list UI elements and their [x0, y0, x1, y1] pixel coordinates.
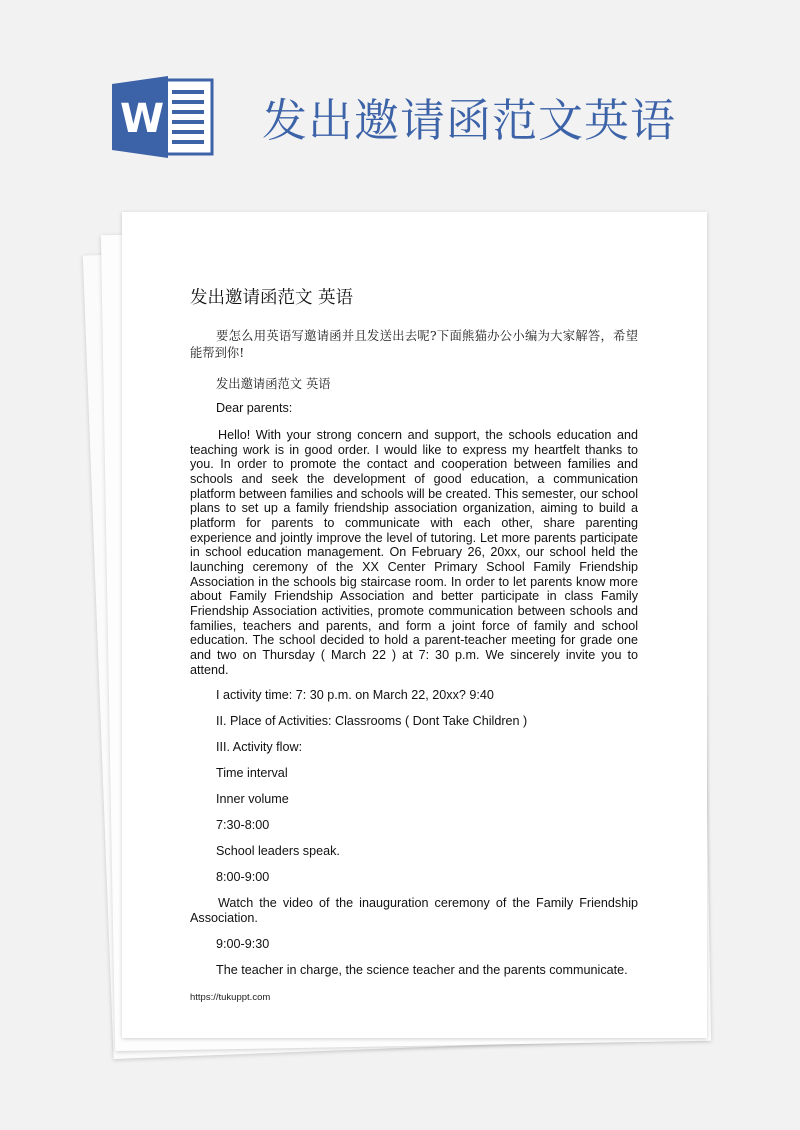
document-subtitle: 发出邀请函范文 英语 — [216, 377, 331, 391]
schedule-item: Watch the video of the inauguration ceremony of the Family Friendship Association. — [190, 896, 638, 925]
activity-time-line: I activity time: 7: 30 p.m. on March 22, 20xx? 9:40 — [216, 688, 494, 702]
svg-text:W: W — [120, 96, 165, 142]
word-document-icon — [112, 76, 214, 158]
greeting: Dear parents: — [216, 401, 293, 415]
body-paragraph: Hello! With your strong concern and support, the schools education and teaching work is in good order. I would like to express my heartfelt thanks to you. In order to promote the contact and cooperation between families and schools and seek the development of good education, a communication platform between families and schools will be created. This semester, our school plans to set up a family friendship association organization, aiming to build a platform for parents to communicate with each other, share parenting experience and jointly improve the level of tutoring. Let more parents participate in school education management. On February 26, 20xx, our school held the launching ceremony of the XX Center Primary School Family Friendship Association in the schools big staircase room. In order to let parents know more about Family Friendship Association and better participate in class Family Friendship Association activities, promote communication between schools and families, teachers and parents, and form a joint force of family and school education. The school decided to hold a parent-teacher meeting for grade one and two on Thursday ( March 22 ) at 7: 30 p.m. We sincerely invite you to attend. — [190, 428, 638, 677]
page-header-title: 发出邀请函范文英语 — [262, 94, 677, 147]
intro-paragraph: 要怎么用英语写邀请函并且发送出去呢?下面熊猫办公小编为大家解答，希望能帮到你! — [190, 329, 638, 360]
schedule-time: 8:00-9:00 — [216, 870, 270, 884]
schedule-item: School leaders speak. — [216, 844, 340, 858]
time-interval-label: Time interval — [216, 766, 288, 780]
activity-place-line: II. Place of Activities: Classrooms ( Dont Take Children ) — [216, 714, 528, 728]
footer-url: https://tukuppt.com — [190, 992, 271, 1003]
schedule-time: 9:00-9:30 — [216, 937, 270, 951]
activity-flow-heading: III. Activity flow: — [216, 740, 303, 754]
schedule-item: The teacher in charge, the science teacher and the parents communicate. — [216, 963, 628, 977]
inner-volume-label: Inner volume — [216, 792, 289, 806]
document-title: 发出邀请函范文 英语 — [190, 288, 354, 308]
schedule-time: 7:30-8:00 — [216, 818, 270, 832]
